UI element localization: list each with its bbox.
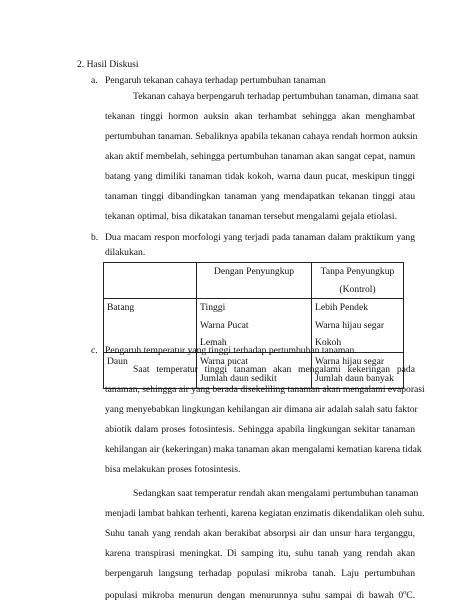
item-c-paragraph1-line: kehilangan air (kekeringan) maka tanaman akan mengalami kematian karena tidak xyxy=(105,444,422,455)
section-heading: 2. Hasil Diskusi xyxy=(77,59,139,70)
item-c-paragraph1-line: bisa melakukan proses fotosintesis. xyxy=(105,464,241,475)
item-a-paragraph-line: tekanan tinggi hormon auksin akan terhambat sehingga akan menghambat xyxy=(105,111,415,122)
item-c-label: c. xyxy=(91,345,98,356)
table-cell-with-cover: Warna pucat Jumlah daun sedikit xyxy=(197,352,312,388)
table-row-label: Daun xyxy=(104,352,197,388)
item-c-title: Pengaruh temperatur yang tinggi terhadap pertumbuhan tanaman. xyxy=(105,345,357,356)
item-b-label: b. xyxy=(91,232,99,243)
item-a-title: Pengaruh tekanan cahaya terhadap pertumbuhan tanaman xyxy=(105,75,326,86)
item-b-title-line: dilakukan. xyxy=(105,247,146,258)
item-c-paragraph2-line: menjadi lambat bahkan terhenti, karena kegiatan enzimatis dikendalikan oleh suhu. xyxy=(105,508,425,519)
item-c-paragraph2-line: Suhu tanah yang rendah akan berakibat absorpsi air dan unsur hara terganggu, xyxy=(105,528,415,539)
item-b-title-line: Dua macam respon morfologi yang terjadi pada tanaman dalam praktikum yang xyxy=(105,232,415,243)
item-c-paragraph2-line: karena transpirasi meningkat. Di samping itu, suhu tanah yang rendah akan xyxy=(105,548,415,559)
table-header-empty xyxy=(104,263,197,299)
degree-unit: C. xyxy=(406,590,415,601)
table-row-label: Batang xyxy=(104,299,197,353)
item-c-paragraph1-line: yang menyebabkan lingkungan kehilangan air dimana air adalah salah satu faktor xyxy=(105,404,418,415)
item-a-paragraph-line: pertumbuhan tanaman. Sebaliknya apabila tekanan cahaya rendah hormon auksin xyxy=(105,131,418,142)
item-c-paragraph2-last-line: populasi mikroba menurun dengan menurunnya suhu sampai di bawah 0$^o$C. xyxy=(105,590,415,601)
item-a-paragraph-line: tanaman tinggi dibandingkan tanaman yang mendapatkan tekanan tinggi atau xyxy=(105,191,415,202)
item-c-paragraph1-line: Saat temperatur tinggi tanaman akan mengalami kekeringan pada xyxy=(133,364,415,375)
table-header-row xyxy=(104,263,404,299)
item-c-paragraph2-line: Sedangkan saat temperatur rendah akan mengalami pertumbuhan tanaman xyxy=(133,488,419,499)
item-c-paragraph1-line: abiotik dalam proses fotosintesis. Sehingga apabila lingkungan sekitar tanaman xyxy=(105,424,415,435)
table-header-control: Tanpa Penyungkup (Kontrol) xyxy=(312,263,404,299)
degree-superscript: o xyxy=(403,590,407,596)
table-cell-control: Lebih Pendek Warna hijau segar Kokoh xyxy=(312,299,404,353)
item-c-paragraph2-line: berpengaruh langsung terhadap populasi mikroba tanah. Laju pertumbuhan xyxy=(105,568,415,579)
item-a-label: a. xyxy=(91,75,98,86)
item-a-paragraph-line: akan aktif membelah, sehingga pertumbuhan tanaman akan sangat cepat, namun xyxy=(105,151,415,162)
item-a-paragraph-line: Tekanan cahaya berpengaruh terhadap pertumbuhan tanaman, dimana saat xyxy=(133,91,419,102)
item-c-paragraph1-line: tanaman, sehingga air yang berada disekeliling tanaman akan mengalami evaporasi xyxy=(105,384,425,395)
table-cell-control: Warna hijau segar Jumlah daun banyak xyxy=(312,352,404,388)
table-header-with-cover: Dengan Penyungkup xyxy=(197,263,312,299)
item-a-paragraph-line: batang yang dimiliki tanaman tidak kokoh, warna daun pucat, meskipun tinggi xyxy=(105,171,415,182)
table-cell-with-cover: Tinggi Warna Pucat Lemah xyxy=(197,299,312,353)
item-a-paragraph-line: tekanan optimal, bisa dikatakan tanaman tersebut mengalami gejala etiolasi. xyxy=(105,211,397,222)
